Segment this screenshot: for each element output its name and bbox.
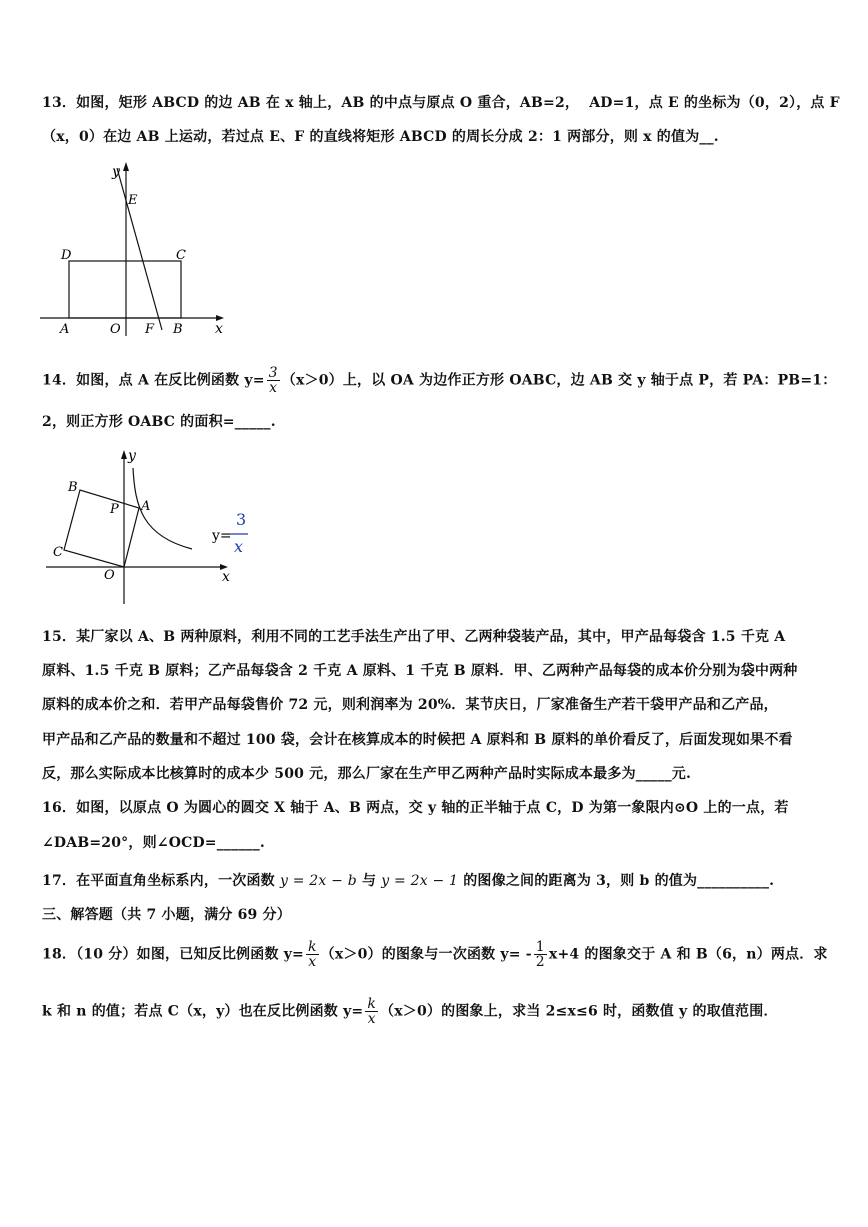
q18-frac2-num: 1 xyxy=(535,939,545,955)
q17-pre: 17．在平面直角坐标系内，一次函数 xyxy=(42,873,280,889)
q14-line2: 2，则正方形 OABC 的面积=_____. xyxy=(42,414,276,430)
q18-line2 xyxy=(42,997,778,1026)
q18-fraction-1 xyxy=(306,940,319,969)
q18-l1-c: x+4 的图象交于 A 和 B（6，n）两点．求 xyxy=(548,946,828,963)
q18-frac1-den: x xyxy=(308,954,317,970)
q18-frac3-den: x xyxy=(367,1011,376,1027)
q14-label-o: O xyxy=(104,568,115,583)
q14-line1-post: （x＞0）上，以 OA 为边作正方形 OABC，边 AB 交 y 轴于点 P，若 PA：PB=1： xyxy=(281,372,837,389)
q18-frac3-num: k xyxy=(367,996,377,1012)
q18-frac2-den: 2 xyxy=(535,954,545,970)
q13-line1: 13．如图，矩形 ABCD 的边 AB 在 x 轴上，AB 的中点与原点 O 重合，AB=2， AD=1，点 E 的坐标为（0，2），点 F xyxy=(42,95,840,111)
q18-l2-a: k 和 n 的值；若点 C（x，y）也在反比例函数 y= xyxy=(42,1003,364,1020)
q18-l1-a: 18．（10 分）如图，已知反比例函数 y= xyxy=(42,946,304,963)
q15-line2: 原料、1.5 千克 B 原料；乙产品每袋含 2 千克 A 原料、1 千克 B 原料．甲、乙两种产品每袋的成本价分别为袋中两种 xyxy=(42,663,798,679)
q17-post: 的图像之间的距离为 3，则 b 的值为__________. xyxy=(458,873,775,889)
q13-line2: （x，0）在边 AB 上运动，若过点 E、F 的直线将矩形 ABCD 的周长分成 2：1 两部分，则 x 的值为__. xyxy=(42,129,719,145)
q14-label-b: B xyxy=(68,480,78,495)
q14-line1 xyxy=(42,366,836,395)
q13-label-e: E xyxy=(128,193,138,208)
q14-label-c: C xyxy=(53,545,63,560)
q16-line1: 16．如图，以原点 O 为圆心的圆交 X 轴于 A、B 两点，交 y 轴的正半轴于点 C，D 为第一象限内⊙O 上的一点，若 xyxy=(42,800,789,816)
q14-square-oabc xyxy=(64,490,139,567)
section3-heading: 三、解答题（共 7 小题，满分 69 分） xyxy=(42,907,291,923)
q17-line xyxy=(42,870,774,890)
q13-label-b: B xyxy=(173,322,183,337)
q18-l2-b: （x＞0）的图象上，求当 2≤x≤6 时，函数值 y 的取值范围． xyxy=(380,1003,778,1020)
q13-figure xyxy=(38,158,238,338)
q18-line1 xyxy=(42,940,828,969)
q17-mid: 与 xyxy=(356,873,382,889)
q14-frac-den: x xyxy=(269,380,278,396)
q17-expr2: y = 2x − 1 xyxy=(381,873,459,889)
q13-label-o: O xyxy=(110,322,121,337)
q15-line1: 15．某厂家以 A、B 两种原料，利用不同的工艺手法生产出了甲、乙两种袋装产品，其中，甲产品每袋含 1.5 千克 A xyxy=(42,629,786,645)
q13-label-d: D xyxy=(61,248,72,263)
q14-fraction xyxy=(267,366,280,395)
q13-label-a: A xyxy=(60,322,70,337)
q18-frac1-num: k xyxy=(307,939,317,955)
q14-line1-pre: 14．如图，点 A 在反比例函数 y= xyxy=(42,372,265,389)
q15-line5: 反，那么实际成本比核算时的成本少 500 元，那么厂家在生产甲乙两种产品时实际成本最多为_____元. xyxy=(42,766,692,782)
q17-expr1: y = 2x − b xyxy=(279,873,357,889)
q18-l1-b: （x＞0）的图象与一次函数 y= - xyxy=(320,946,532,963)
q13-line-ef xyxy=(117,168,162,330)
q13-rectangle-abcd xyxy=(69,261,181,318)
q14-label-p: P xyxy=(110,502,119,517)
q14-figure xyxy=(42,446,262,608)
q14-func-label-num: 3 xyxy=(236,510,247,529)
q14-frac-num: 3 xyxy=(268,365,278,381)
q13-label-c: C xyxy=(176,248,186,263)
q13-label-x: x xyxy=(215,321,223,337)
q15-line3: 原料的成本价之和．若甲产品每袋售价 72 元，则利润率为 20%．某节庆日，厂家准备生产若干袋甲产品和乙产品， xyxy=(42,697,778,713)
q14-label-x: x xyxy=(222,569,230,585)
q13-label-y: y xyxy=(112,164,120,180)
q18-fraction-3 xyxy=(365,997,378,1026)
q16-line2: ∠DAB=20°，则∠OCD=______. xyxy=(42,835,265,851)
q14-label-a: A xyxy=(141,499,151,514)
q14-func-label-pre: y= xyxy=(212,528,232,544)
q18-fraction-2 xyxy=(534,940,547,969)
q15-line4: 甲产品和乙产品的数量和不超过 100 袋，会计在核算成本的时候把 A 原料和 B 原料的单价看反了，后面发现如果不看 xyxy=(42,732,793,748)
q14-func-label-den: x xyxy=(234,537,244,556)
q14-label-y: y xyxy=(128,448,136,464)
q13-label-f: F xyxy=(145,322,155,337)
q13-y-arrow xyxy=(123,162,129,171)
q14-y-arrow xyxy=(121,450,127,459)
